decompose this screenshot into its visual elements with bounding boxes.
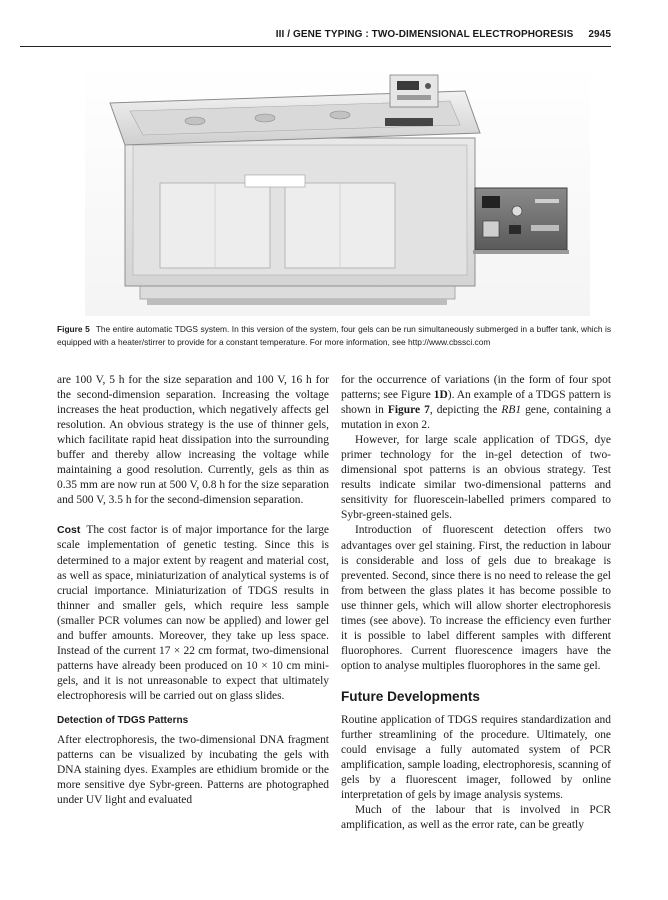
figure-label: Figure 5 [57, 324, 90, 334]
detection-subheading: Detection of TDGS Patterns [57, 714, 189, 726]
figure-photo [85, 63, 590, 316]
figure-1d-ref[interactable]: 1D [433, 389, 448, 402]
figure-caption [57, 323, 611, 348]
future-developments-heading: Future Developments [341, 688, 480, 704]
rb1-gene-name: RB1 [501, 404, 522, 417]
figure-7-ref[interactable]: Figure 7 [387, 404, 430, 417]
p1-text-b: ). An example of a TDGS pattern is shown in [341, 389, 611, 417]
running-head [20, 29, 611, 40]
p1-text-c: , depicting the [429, 404, 502, 417]
p1-text-d: gene, containing a mutation in exon 2. [341, 404, 611, 432]
left-paragraph-3: After electrophoresis, the two-dimensional DNA fragment patterns can be visualized by incubating the gels with DNA staining dyes. Examples are ethidium bromide or the more sensitive dye Sybr-green. Patterns are photographed under UV light and evaluated [57, 733, 329, 807]
page-number: 2945 [588, 29, 611, 40]
right-column [341, 373, 611, 833]
p1-text-a: for the occurrence of variations (in the form of four spot patterns; see Figure [341, 374, 611, 402]
left-paragraph-1: are 100 V, 5 h for the size separation and 100 V, 16 h for the second-dimension separation. Increasing the voltage increases the heat production, which negatively affects gel resolution. An obvious strategy is the use of thinner gels, which facilitate rapid heat dissipation into the surrounding buffer and thereby allow increasing the voltage while maintaining a good resolution. Currently, gels as thin as 0.35 mm are now run at 500 V, 0.8 h for the size separation and 500 V, 3.5 h for the second-dimension separation. [57, 374, 329, 507]
right-paragraph-4: Routine application of TDGS requires standardization and further streamlining of the procedure. Ultimately, one could envisage a fully automated system of PCR amplification, sample loading, electrophoresis, scanning of gels by a fluorescent imager, followed by online interpretation of gels by image analysis systems. [341, 713, 611, 802]
right-paragraph-3: Introduction of fluorescent detection offers two advantages over gel staining. First, the reduction in labour is considerable and loss of gels due to breakage is prevented. Second, since there is no need to release the gel from between the glass plates it has become possible to use thinner gels, which will allow shorter electrophoresis times (see above). To increase the efficiency even further it is possible to label different samples with different fluorophores. Current fluorescence imagers have the option to analyse multiples fluorophores in the same gel. [341, 524, 611, 672]
tdgs-apparatus-illustration [85, 63, 590, 316]
cost-paragraph [57, 523, 329, 704]
cost-text: The cost factor is of major importance for the large scale implementation of genetic testing. Since this is determined to a major extent by reagent and material cost, as well as space, miniaturization of analytical systems is of crucial importance. Miniaturization of TDGS results in thinner and smaller gels, which require less sample (smaller PCR volumes can now be applied) and lower gel and buffer amounts. Moreover, they take up less space. Instead of the current 17 × 22 cm format, two-dimensional patterns have already been produced on 10 × 10 cm mini-gels, and it is not unreasonable to expect that ultimately electrophoresis will be carried out on glass slides. [57, 524, 329, 702]
running-title: III / GENE TYPING : TWO-DIMENSIONAL ELECTROPHORESIS [275, 29, 574, 40]
left-column [57, 373, 329, 808]
right-paragraph-2: However, for large scale application of TDGS, dye primer technology for the in-gel detection of two-dimensional spot patterns is an obvious strategy. Test results indicate similar two-dimensional patterns and sensitivity for fluorescein-labelled primers compared to Sybr-green-stained gels. [341, 434, 611, 522]
figure-caption-text: The entire automatic TDGS system. In this version of the system, four gels can be run simultaneously submerged in a buffer tank, which is equipped with a heater/stirrer to provide for a constant temperature. For more information, see http://www.cbssci.com [57, 324, 612, 347]
cost-runin-heading: Cost [57, 524, 81, 537]
right-paragraph-5: Much of the labour that is involved in PCR amplification, as well as the error rate, can be greatly [341, 804, 611, 832]
header-rule [20, 46, 611, 47]
right-paragraph-1 [341, 373, 611, 433]
